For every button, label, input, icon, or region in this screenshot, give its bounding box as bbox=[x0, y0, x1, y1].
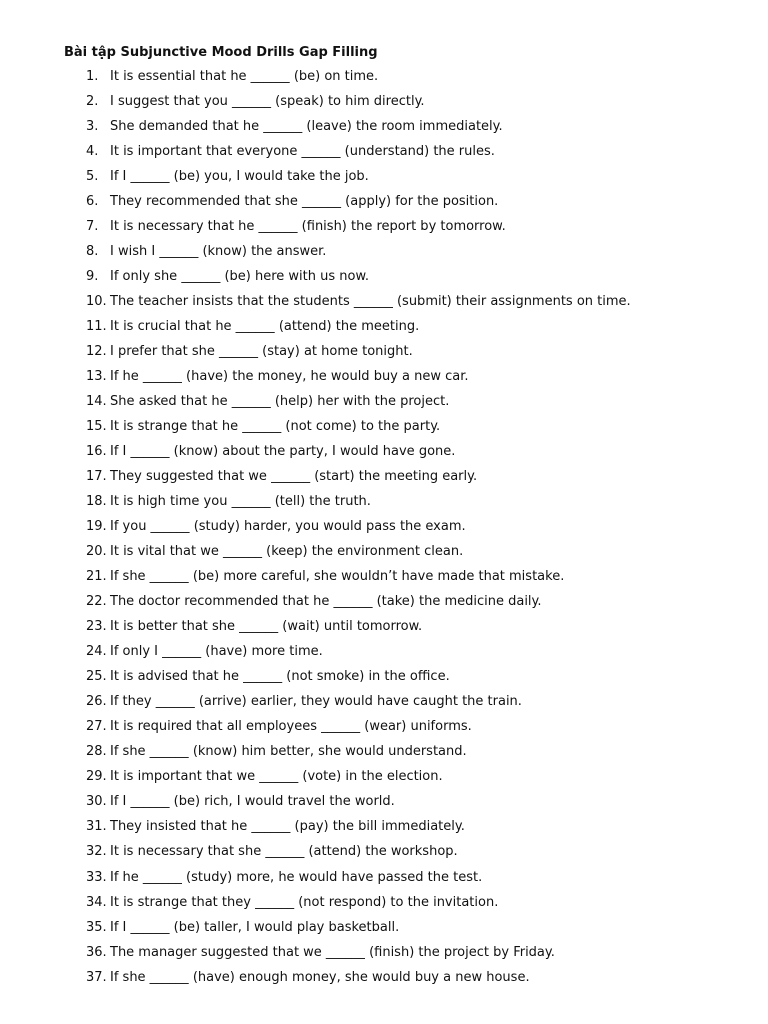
exercise-item bbox=[86, 368, 631, 393]
exercise-item bbox=[86, 193, 631, 218]
exercise-item bbox=[86, 568, 631, 593]
exercise-sentence: It is strange that they ______ (not respond) to the invitation. bbox=[110, 894, 499, 910]
exercise-item bbox=[86, 218, 631, 243]
exercise-item bbox=[86, 293, 631, 318]
exercise-sentence: If she ______ (know) him better, she would understand. bbox=[110, 744, 467, 760]
exercise-number: 33. bbox=[86, 869, 107, 885]
exercise-item bbox=[86, 118, 631, 143]
exercise-sentence: It is vital that we ______ (keep) the environment clean. bbox=[110, 544, 464, 560]
exercise-sentence: If I ______ (know) about the party, I would have gone. bbox=[110, 444, 456, 460]
exercise-number: 10. bbox=[86, 294, 107, 310]
exercise-sentence: If you ______ (study) harder, you would pass the exam. bbox=[110, 519, 466, 535]
exercise-item bbox=[86, 418, 631, 443]
exercise-item bbox=[86, 643, 631, 668]
exercise-sentence: She asked that he ______ (help) her with the project. bbox=[110, 394, 450, 410]
exercise-item bbox=[86, 894, 631, 919]
exercise-item bbox=[86, 518, 631, 543]
exercise-sentence: They suggested that we ______ (start) the meeting early. bbox=[110, 469, 478, 485]
exercise-number: 9. bbox=[86, 269, 99, 285]
exercise-sentence: If only she ______ (be) here with us now. bbox=[110, 269, 370, 285]
exercise-item bbox=[86, 743, 631, 768]
exercise-number: 25. bbox=[86, 669, 107, 685]
exercise-sentence: It is essential that he ______ (be) on time. bbox=[110, 69, 379, 84]
exercise-number: 5. bbox=[86, 169, 99, 185]
exercise-sentence: It is necessary that she ______ (attend) the workshop. bbox=[110, 844, 458, 860]
exercise-item bbox=[86, 693, 631, 718]
exercise-sentence: If I ______ (be) rich, I would travel the world. bbox=[110, 794, 395, 810]
exercise-number: 8. bbox=[86, 244, 99, 260]
exercise-list bbox=[86, 68, 631, 994]
exercise-item bbox=[86, 143, 631, 168]
exercise-item bbox=[86, 93, 631, 118]
exercise-item bbox=[86, 843, 631, 868]
exercise-item bbox=[86, 268, 631, 293]
exercise-number: 6. bbox=[86, 194, 99, 210]
exercise-sentence: They insisted that he ______ (pay) the bill immediately. bbox=[110, 819, 465, 835]
exercise-number: 37. bbox=[86, 969, 107, 985]
exercise-number: 19. bbox=[86, 519, 107, 535]
exercise-sentence: It is required that all employees ______ (wear) uniforms. bbox=[110, 719, 472, 735]
exercise-sentence: If he ______ (study) more, he would have passed the test. bbox=[110, 869, 483, 885]
exercise-sentence: If she ______ (be) more careful, she wouldn’t have made that mistake. bbox=[110, 569, 565, 585]
exercise-item bbox=[86, 468, 631, 493]
exercise-item bbox=[86, 343, 631, 368]
exercise-item bbox=[86, 618, 631, 643]
exercise-number: 16. bbox=[86, 444, 107, 460]
exercise-number: 30. bbox=[86, 794, 107, 810]
exercise-number: 11. bbox=[86, 319, 107, 335]
exercise-number: 17. bbox=[86, 469, 107, 485]
exercise-sentence: I wish I ______ (know) the answer. bbox=[110, 244, 327, 260]
exercise-number: 13. bbox=[86, 369, 107, 385]
exercise-item bbox=[86, 718, 631, 743]
exercise-sentence: It is better that she ______ (wait) until tomorrow. bbox=[110, 619, 423, 635]
exercise-sentence: If they ______ (arrive) earlier, they would have caught the train. bbox=[110, 694, 522, 710]
exercise-item bbox=[86, 393, 631, 418]
exercise-item bbox=[86, 318, 631, 343]
exercise-number: 35. bbox=[86, 919, 107, 935]
exercise-sentence: I suggest that you ______ (speak) to him directly. bbox=[110, 94, 425, 110]
exercise-number: 27. bbox=[86, 719, 107, 735]
exercise-item bbox=[86, 168, 631, 193]
exercise-item bbox=[86, 969, 631, 994]
exercise-number: 31. bbox=[86, 819, 107, 835]
exercise-number: 24. bbox=[86, 644, 107, 660]
exercise-sentence: It is advised that he ______ (not smoke) in the office. bbox=[110, 669, 450, 685]
exercise-number: 29. bbox=[86, 769, 107, 785]
exercise-sentence: If he ______ (have) the money, he would buy a new car. bbox=[110, 369, 469, 385]
exercise-number: 1. bbox=[86, 69, 99, 84]
exercise-number: 18. bbox=[86, 494, 107, 510]
exercise-item bbox=[86, 919, 631, 944]
exercise-number: 7. bbox=[86, 219, 99, 235]
exercise-item bbox=[86, 869, 631, 894]
exercise-number: 2. bbox=[86, 94, 99, 110]
exercise-item bbox=[86, 68, 631, 93]
exercise-item bbox=[86, 668, 631, 693]
exercise-number: 12. bbox=[86, 344, 107, 360]
exercise-item bbox=[86, 493, 631, 518]
exercise-sentence: The manager suggested that we ______ (finish) the project by Friday. bbox=[110, 944, 555, 960]
exercise-sentence: The doctor recommended that he ______ (take) the medicine daily. bbox=[110, 594, 542, 610]
exercise-number: 3. bbox=[86, 119, 99, 135]
exercise-item bbox=[86, 768, 631, 793]
exercise-number: 32. bbox=[86, 844, 107, 860]
exercise-number: 23. bbox=[86, 619, 107, 635]
exercise-item bbox=[86, 443, 631, 468]
exercise-sentence: It is crucial that he ______ (attend) the meeting. bbox=[110, 319, 420, 335]
exercise-number: 15. bbox=[86, 419, 107, 435]
exercise-number: 14. bbox=[86, 394, 107, 410]
exercise-sentence: It is high time you ______ (tell) the truth. bbox=[110, 494, 371, 510]
exercise-number: 28. bbox=[86, 744, 107, 760]
exercise-number: 26. bbox=[86, 694, 107, 710]
exercise-number: 34. bbox=[86, 894, 107, 910]
exercise-number: 20. bbox=[86, 544, 107, 560]
exercise-sentence: If she ______ (have) enough money, she would buy a new house. bbox=[110, 969, 530, 985]
exercise-sentence: If only I ______ (have) more time. bbox=[110, 644, 323, 660]
exercise-number: 36. bbox=[86, 944, 107, 960]
exercise-item bbox=[86, 793, 631, 818]
exercise-sentence: If I ______ (be) taller, I would play basketball. bbox=[110, 919, 400, 935]
exercise-item bbox=[86, 593, 631, 618]
exercise-item bbox=[86, 543, 631, 568]
exercise-sentence: It is strange that he ______ (not come) to the party. bbox=[110, 419, 441, 435]
exercise-number: 4. bbox=[86, 144, 99, 160]
exercise-sentence: It is important that we ______ (vote) in the election. bbox=[110, 769, 443, 785]
exercise-item bbox=[86, 944, 631, 969]
exercise-item bbox=[86, 243, 631, 268]
exercise-sentence: The teacher insists that the students ______ (submit) their assignments on time. bbox=[110, 294, 631, 310]
exercise-sentence: She demanded that he ______ (leave) the room immediately. bbox=[110, 119, 503, 135]
exercise-number: 21. bbox=[86, 569, 107, 585]
exercise-sentence: If I ______ (be) you, I would take the job. bbox=[110, 169, 369, 185]
exercise-sentence: It is necessary that he ______ (finish) the report by tomorrow. bbox=[110, 219, 506, 235]
exercise-number: 22. bbox=[86, 594, 107, 610]
exercise-sentence: It is important that everyone ______ (understand) the rules. bbox=[110, 144, 495, 160]
document-title: Bài tập Subjunctive Mood Drills Gap Filling bbox=[64, 45, 378, 60]
exercise-sentence: They recommended that she ______ (apply) for the position. bbox=[110, 194, 499, 210]
exercise-sentence: I prefer that she ______ (stay) at home tonight. bbox=[110, 344, 413, 360]
exercise-item bbox=[86, 818, 631, 843]
